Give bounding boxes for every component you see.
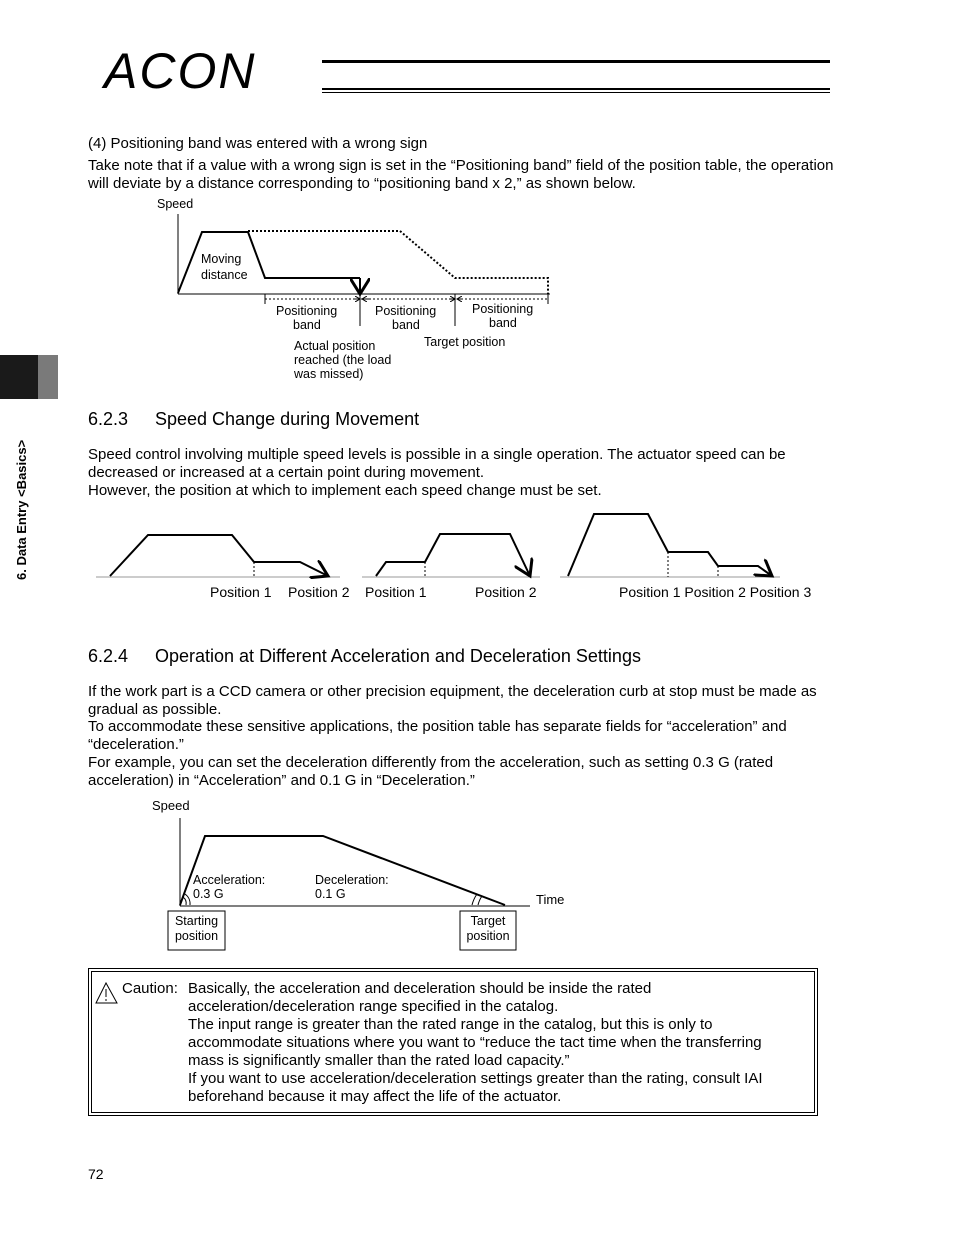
target-position-label: Target — [470, 914, 506, 928]
side-tab-label: 6. Data Entry <Basics> — [14, 439, 29, 580]
paragraph: decreased or increased at a certain point during movement. — [88, 464, 485, 481]
deceleration-value: 0.1 G — [315, 887, 346, 901]
positioning-band-label: Positioning — [276, 304, 338, 318]
caution-text: beforehand because it may affect the life of the actuator. — [188, 1088, 562, 1105]
paragraph: “deceleration.” — [88, 736, 184, 753]
positioning-band-label: Positioning — [472, 302, 534, 316]
caution-label: Caution: — [122, 980, 178, 997]
section-4-heading: (4) Positioning band was entered with a wrong sign — [88, 135, 428, 152]
moving-distance-label: Moving — [201, 252, 242, 266]
section-heading: Operation at Different Acceleration and Deceleration Settings — [155, 646, 641, 666]
position-label: Position 1 — [210, 584, 272, 600]
acon-logo: ACON — [104, 43, 257, 99]
moving-distance-label: distance — [201, 268, 248, 282]
caution-text: acceleration/deceleration range specified in the catalog. — [188, 998, 559, 1015]
position-label: Position 2 — [475, 584, 537, 600]
section-heading-number: 6.2.4 — [88, 646, 129, 666]
paragraph: However, the position at which to implement each speed change must be set. — [88, 482, 602, 499]
section-heading-number: 6.2.3 — [88, 409, 129, 429]
positioning-band-label: band — [293, 318, 321, 332]
caution-text: The input range is greater than the rated range in the catalog, but this is only to — [188, 1016, 713, 1033]
positioning-band-label: band — [489, 316, 517, 330]
position-label: Position 1 Position 2 Position 3 — [619, 584, 812, 600]
target-position-label: Target position — [424, 335, 506, 349]
acceleration-label: Acceleration: — [193, 873, 266, 887]
speed-axis-label: Speed — [152, 798, 190, 813]
page-number: 72 — [88, 1166, 104, 1182]
deceleration-label: Deceleration: — [315, 873, 389, 887]
paragraph: For example, you can set the deceleration differently from the acceleration, such as setting 0.3 G (rated — [88, 754, 774, 771]
time-axis-label: Time — [536, 892, 565, 907]
speed-axis-label: Speed — [157, 197, 194, 211]
positioning-band-label: band — [392, 318, 420, 332]
actual-position-label: reached (the load — [294, 353, 392, 367]
paragraph: acceleration) in “Acceleration” and 0.1 G in “Deceleration.” — [88, 772, 475, 789]
section-heading: Speed Change during Movement — [155, 409, 420, 429]
actual-position-label: Actual position — [294, 339, 376, 353]
caution-text: If you want to use acceleration/deceleration settings greater than the rating, consult IAI — [188, 1070, 763, 1087]
paragraph: will deviate by a distance corresponding to “positioning band x 2,” as shown below. — [88, 175, 636, 192]
paragraph: Speed control involving multiple speed levels is possible in a single operation. The actuator speed can be — [88, 446, 786, 463]
paragraph: If the work part is a CCD camera or other precision equipment, the deceleration curb at stop must be made as — [88, 683, 817, 700]
position-label: Position 2 — [288, 584, 350, 600]
position-label: Position 1 — [365, 584, 427, 600]
starting-position-label: position — [174, 929, 219, 943]
positioning-band-label: Positioning — [375, 304, 437, 318]
paragraph: Take note that if a value with a wrong sign is set in the “Positioning band” field of the position table, the operation — [88, 157, 834, 174]
caution-text: mass is significantly smaller than the rated load capacity.” — [188, 1052, 570, 1069]
caution-text: accommodate situations where you want to “reduce the tact time when the transferring — [188, 1034, 762, 1051]
starting-position-label: Starting — [174, 914, 219, 928]
paragraph: gradual as possible. — [88, 701, 222, 718]
acceleration-value: 0.3 G — [193, 887, 224, 901]
target-position-label: position — [466, 929, 510, 943]
caution-text: Basically, the acceleration and deceleration should be inside the rated — [188, 980, 652, 997]
actual-position-label: was missed) — [294, 367, 364, 381]
paragraph: To accommodate these sensitive applications, the position table has separate fields for “acceleration” and — [88, 718, 787, 735]
